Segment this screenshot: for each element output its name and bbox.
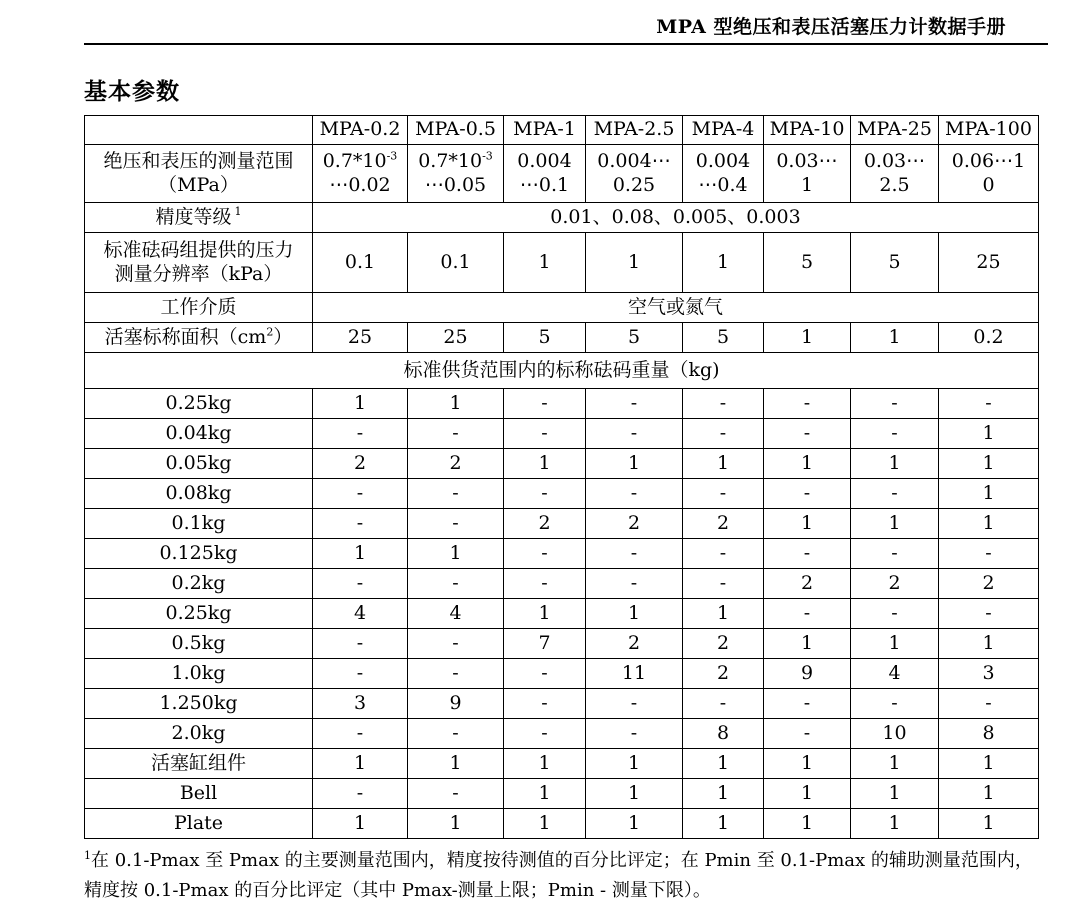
supply-cell: 3 <box>939 659 1039 689</box>
col-header-mpa-10: MPA-10 <box>764 116 851 145</box>
model-header-row <box>85 116 1039 145</box>
header-rule <box>84 43 1048 45</box>
supply-cell: 2 <box>939 569 1039 599</box>
supply-cell: - <box>851 389 939 419</box>
supply-cell: 1 <box>504 749 586 779</box>
supply-cell: 1 <box>939 779 1039 809</box>
weights-section-header-row <box>85 353 1039 389</box>
area-value: 25 <box>408 323 504 353</box>
measurement-range-row <box>85 145 1039 203</box>
supply-cell: 1 <box>939 449 1039 479</box>
supply-cell: 1 <box>851 449 939 479</box>
range-value: 0.03⋯ 2.5 <box>851 145 939 203</box>
supply-cell: 11 <box>586 659 683 689</box>
supply-cell: - <box>313 419 408 449</box>
weights-section-header: 标准供货范围内的标称砝码重量（kg) <box>85 353 1039 389</box>
supply-cell: - <box>504 419 586 449</box>
supply-cell: - <box>683 689 764 719</box>
col-header-mpa-100: MPA-100 <box>939 116 1039 145</box>
range-value: 0.004 ⋯0.4 <box>683 145 764 203</box>
supply-cell: 1 <box>408 749 504 779</box>
supply-cell: - <box>504 389 586 419</box>
supply-cell: - <box>408 509 504 539</box>
supply-cell: - <box>939 689 1039 719</box>
supply-cell: 10 <box>851 719 939 749</box>
supply-row-label: 2.0kg <box>85 719 313 749</box>
supply-cell: - <box>683 539 764 569</box>
supply-cell: 1 <box>586 779 683 809</box>
supply-row <box>85 599 1039 629</box>
resolution-row-label: 标准砝码组提供的压力 测量分辨率（kPa） <box>85 233 313 293</box>
accuracy-row-label: 精度等级 $^1$ <box>85 203 313 233</box>
supply-row <box>85 659 1039 689</box>
supply-cell: 1 <box>683 809 764 839</box>
supply-cell: 1 <box>939 509 1039 539</box>
footnote <box>84 846 1044 905</box>
range-value: 0.06⋯1 0 <box>939 145 1039 203</box>
range-value: 0.03⋯ 1 <box>764 145 851 203</box>
col-header-mpa-25: MPA-25 <box>851 116 939 145</box>
supply-cell: - <box>586 569 683 599</box>
resolution-value: 1 <box>683 233 764 293</box>
supply-cell: - <box>586 389 683 419</box>
supply-cell: 1 <box>586 809 683 839</box>
supply-cell: 1 <box>586 449 683 479</box>
supply-cell: - <box>504 539 586 569</box>
supply-cell: 1 <box>939 479 1039 509</box>
supply-cell: 2 <box>504 509 586 539</box>
supply-cell: - <box>764 539 851 569</box>
piston-area-row <box>85 323 1039 353</box>
area-value: 5 <box>586 323 683 353</box>
resolution-row <box>85 233 1039 293</box>
col-header-mpa-2-5: MPA-2.5 <box>586 116 683 145</box>
supply-cell: - <box>764 689 851 719</box>
range-value: 0.004 ⋯0.1 <box>504 145 586 203</box>
supply-cell: 1 <box>764 749 851 779</box>
supply-cell: 1 <box>683 779 764 809</box>
supply-row <box>85 539 1039 569</box>
supply-row-label: 活塞缸组件 <box>85 749 313 779</box>
supply-cell: - <box>851 599 939 629</box>
supply-row-label: 0.08kg <box>85 479 313 509</box>
supply-cell: 1 <box>939 629 1039 659</box>
supply-cell: - <box>504 569 586 599</box>
supply-cell: - <box>313 509 408 539</box>
supply-cell: 2 <box>764 569 851 599</box>
supply-cell: - <box>683 419 764 449</box>
supply-cell: - <box>408 479 504 509</box>
range-value: $0.7*10^{-3}$ ⋯0.05 <box>408 145 504 203</box>
col-header-mpa-1: MPA-1 <box>504 116 586 145</box>
area-value: 5 <box>504 323 586 353</box>
supply-cell: - <box>586 539 683 569</box>
supply-cell: - <box>764 419 851 449</box>
resolution-value: 5 <box>851 233 939 293</box>
supply-row-label: 0.2kg <box>85 569 313 599</box>
supply-cell: - <box>313 779 408 809</box>
footnote-text: 在 0.1-Pmax 至 Pmax 的主要测量范围内，精度按待测值的百分比评定；在 Pmin 至 0.1-Pmax 的辅助测量范围内，精度按 0.1-Pmax 的百分比评定（其中 Pmax-测量上限；Pmin - 测量下限）。 <box>84 850 1033 901</box>
supply-cell: 1 <box>586 599 683 629</box>
supply-cell: 1 <box>764 809 851 839</box>
supply-row-label: Plate <box>85 809 313 839</box>
supply-cell: 1 <box>408 809 504 839</box>
supply-cell: 1 <box>504 809 586 839</box>
area-value: 1 <box>851 323 939 353</box>
area-value: 1 <box>764 323 851 353</box>
accuracy-class-row <box>85 203 1039 233</box>
supply-cell: - <box>408 419 504 449</box>
supply-cell: - <box>939 599 1039 629</box>
medium-row-label: 工作介质 <box>85 293 313 323</box>
supply-row <box>85 449 1039 479</box>
doc-header-title: MPA 型绝压和表压活塞压力计数据手册 <box>656 16 1006 38</box>
supply-cell: - <box>764 389 851 419</box>
supply-cell: 9 <box>764 659 851 689</box>
supply-row-label: 0.5kg <box>85 629 313 659</box>
supply-cell: 1 <box>939 419 1039 449</box>
supply-row <box>85 419 1039 449</box>
supply-cell: - <box>683 479 764 509</box>
supply-cell: 1 <box>851 779 939 809</box>
supply-cell: 1 <box>683 749 764 779</box>
supply-cell: 4 <box>313 599 408 629</box>
supply-cell: 4 <box>408 599 504 629</box>
supply-cell: 1 <box>313 749 408 779</box>
accuracy-value: 0.01、0.08、0.005、0.003 <box>313 203 1039 233</box>
supply-cell: - <box>313 569 408 599</box>
corner-cell <box>85 116 313 145</box>
supply-cell: - <box>313 659 408 689</box>
supply-cell: 1 <box>851 809 939 839</box>
supply-row <box>85 509 1039 539</box>
supply-cell: - <box>939 389 1039 419</box>
supply-row-label: 1.0kg <box>85 659 313 689</box>
supply-cell: 1 <box>504 779 586 809</box>
resolution-value: 1 <box>586 233 683 293</box>
supply-row <box>85 389 1039 419</box>
supply-cell: - <box>504 689 586 719</box>
resolution-value: 5 <box>764 233 851 293</box>
supply-cell: 8 <box>939 719 1039 749</box>
col-header-mpa-0-2: MPA-0.2 <box>313 116 408 145</box>
supply-cell: - <box>851 479 939 509</box>
supply-cell: - <box>408 569 504 599</box>
supply-cell: 1 <box>851 749 939 779</box>
supply-cell: 1 <box>764 509 851 539</box>
supply-cell: - <box>939 539 1039 569</box>
supply-cell: 1 <box>764 779 851 809</box>
supply-cell: - <box>586 719 683 749</box>
supply-row-label: 0.04kg <box>85 419 313 449</box>
supply-cell: 3 <box>313 689 408 719</box>
supply-cell: 7 <box>504 629 586 659</box>
supply-cell: - <box>851 689 939 719</box>
supply-cell: 2 <box>683 629 764 659</box>
supply-cell: - <box>408 779 504 809</box>
supply-row-label: 0.125kg <box>85 539 313 569</box>
supply-cell: 2 <box>586 509 683 539</box>
medium-value: 空气或氮气 <box>313 293 1039 323</box>
supply-row <box>85 479 1039 509</box>
supply-cell: 1 <box>313 809 408 839</box>
resolution-value: 0.1 <box>408 233 504 293</box>
supply-row <box>85 569 1039 599</box>
supply-row-label: 1.250kg <box>85 689 313 719</box>
supply-cell: 9 <box>408 689 504 719</box>
supply-cell: - <box>764 719 851 749</box>
supply-cell: 1 <box>504 599 586 629</box>
supply-cell: - <box>851 539 939 569</box>
supply-row <box>85 809 1039 839</box>
supply-row-label: Bell <box>85 779 313 809</box>
range-row-label: 绝压和表压的测量范围 （MPa） <box>85 145 313 203</box>
supply-cell: 8 <box>683 719 764 749</box>
supply-cell: - <box>313 719 408 749</box>
range-value: $0.7*10^{-3}$ ⋯0.02 <box>313 145 408 203</box>
supply-cell: 2 <box>851 569 939 599</box>
supply-cell: 1 <box>313 389 408 419</box>
supply-cell: 1 <box>939 809 1039 839</box>
supply-cell: - <box>408 659 504 689</box>
working-medium-row <box>85 293 1039 323</box>
supply-cell: - <box>764 599 851 629</box>
footnote-marker: 1 <box>84 849 91 862</box>
supply-cell: - <box>586 419 683 449</box>
supply-row-label: 0.1kg <box>85 509 313 539</box>
resolution-value: 1 <box>504 233 586 293</box>
supply-cell: 1 <box>683 599 764 629</box>
col-header-mpa-4: MPA-4 <box>683 116 764 145</box>
supply-cell: - <box>851 419 939 449</box>
supply-row <box>85 749 1039 779</box>
supply-cell: 1 <box>408 539 504 569</box>
supply-cell: 2 <box>683 509 764 539</box>
supply-cell: 1 <box>851 629 939 659</box>
area-value: 25 <box>313 323 408 353</box>
supply-row <box>85 629 1039 659</box>
supply-cell: - <box>764 479 851 509</box>
supply-row <box>85 689 1039 719</box>
section-title: 基本参数 <box>84 78 180 105</box>
basic-parameters-table <box>84 115 1039 839</box>
supply-cell: 2 <box>683 659 764 689</box>
area-row-label: 活塞标称面积$(cm^2)$ <box>85 323 313 353</box>
supply-cell: - <box>504 719 586 749</box>
resolution-value: 0.1 <box>313 233 408 293</box>
supply-cell: - <box>408 629 504 659</box>
supply-cell: 2 <box>586 629 683 659</box>
supply-row-label: 0.05kg <box>85 449 313 479</box>
supply-cell: 1 <box>408 389 504 419</box>
supply-cell: 1 <box>313 539 408 569</box>
supply-row-label: 0.25kg <box>85 599 313 629</box>
supply-cell: 1 <box>764 449 851 479</box>
supply-row <box>85 719 1039 749</box>
supply-cell: - <box>586 689 683 719</box>
supply-cell: - <box>313 479 408 509</box>
supply-cell: - <box>408 719 504 749</box>
supply-cell: 1 <box>764 629 851 659</box>
supply-cell: - <box>586 479 683 509</box>
range-value: 0.004⋯ 0.25 <box>586 145 683 203</box>
supply-cell: 1 <box>851 509 939 539</box>
supply-cell: 1 <box>683 449 764 479</box>
supply-cell: 1 <box>939 749 1039 779</box>
supply-cell: - <box>313 629 408 659</box>
resolution-value: 25 <box>939 233 1039 293</box>
supply-row <box>85 779 1039 809</box>
supply-cell: 1 <box>504 449 586 479</box>
supply-cell: 1 <box>586 749 683 779</box>
supply-row-label: 0.25kg <box>85 389 313 419</box>
area-value: 5 <box>683 323 764 353</box>
col-header-mpa-0-5: MPA-0.5 <box>408 116 504 145</box>
supply-cell: 2 <box>408 449 504 479</box>
area-value: 0.2 <box>939 323 1039 353</box>
supply-cell: - <box>504 479 586 509</box>
supply-cell: 2 <box>313 449 408 479</box>
supply-cell: 4 <box>851 659 939 689</box>
supply-cell: - <box>683 389 764 419</box>
supply-cell: - <box>683 569 764 599</box>
supply-cell: - <box>504 659 586 689</box>
